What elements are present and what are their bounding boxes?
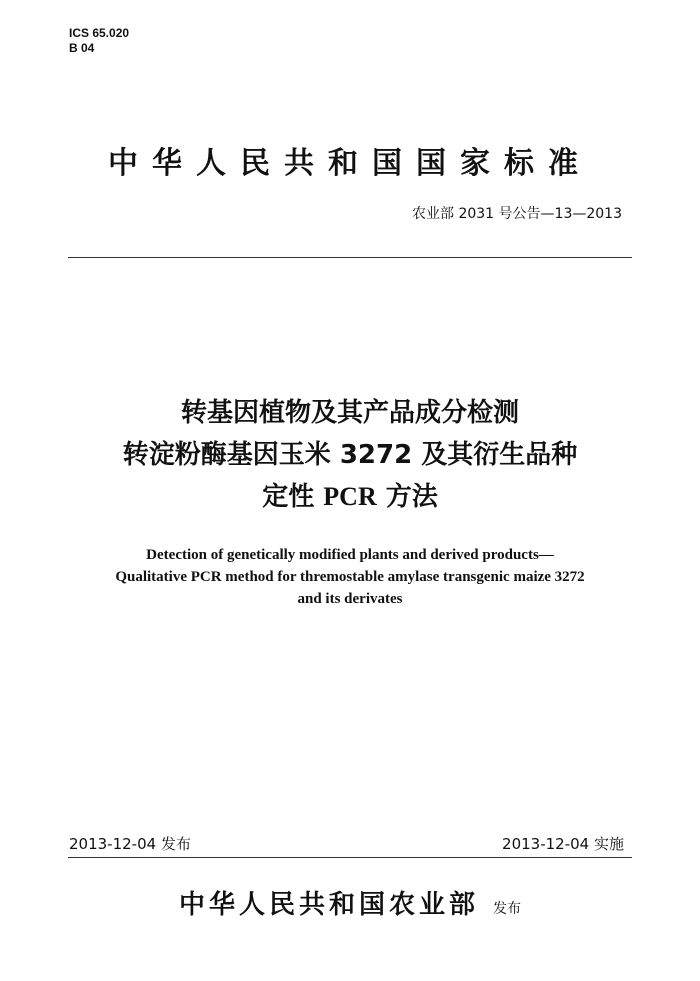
chinese-title-line-1: 转基因植物及其产品成分检测 bbox=[180, 398, 519, 428]
bottom-divider bbox=[68, 857, 632, 858]
issue-date: 2013-12-04 发布 bbox=[69, 835, 191, 853]
publisher-line bbox=[0, 884, 700, 921]
implementation-date: 2013-12-04 实施 bbox=[502, 835, 624, 853]
ccs-code: B 04 bbox=[69, 41, 95, 55]
ics-code: ICS 65.020 bbox=[69, 26, 130, 40]
top-divider bbox=[68, 257, 632, 258]
chinese-title-line-3 bbox=[0, 476, 700, 518]
chinese-title-line-3-pre: 定性 bbox=[262, 482, 324, 512]
standard-header-title: 中华人民共和国国家标准 bbox=[108, 146, 592, 181]
publisher-org: 中华人民共和国农业部 bbox=[178, 890, 479, 920]
classification-codes bbox=[69, 26, 129, 56]
chinese-title-line-2: 转淀粉酶基因玉米 3272 及其衍生品种 bbox=[122, 440, 578, 470]
standard-number: 农业部 2031 号公告—13—2013 bbox=[412, 206, 622, 222]
chinese-title-line-3-post: 方法 bbox=[376, 482, 438, 512]
chinese-title-pcr: PCR bbox=[323, 482, 377, 511]
english-title-line-1: Detection of genetically modified plants and derived products— bbox=[146, 547, 554, 563]
english-title bbox=[0, 544, 700, 610]
english-title-line-2: Qualitative PCR method for thremostable amylase transgenic maize 3272 bbox=[115, 569, 585, 585]
publisher-action: 发布 bbox=[493, 901, 521, 917]
english-title-line-3: and its derivates bbox=[297, 591, 403, 607]
chinese-title bbox=[0, 392, 700, 518]
